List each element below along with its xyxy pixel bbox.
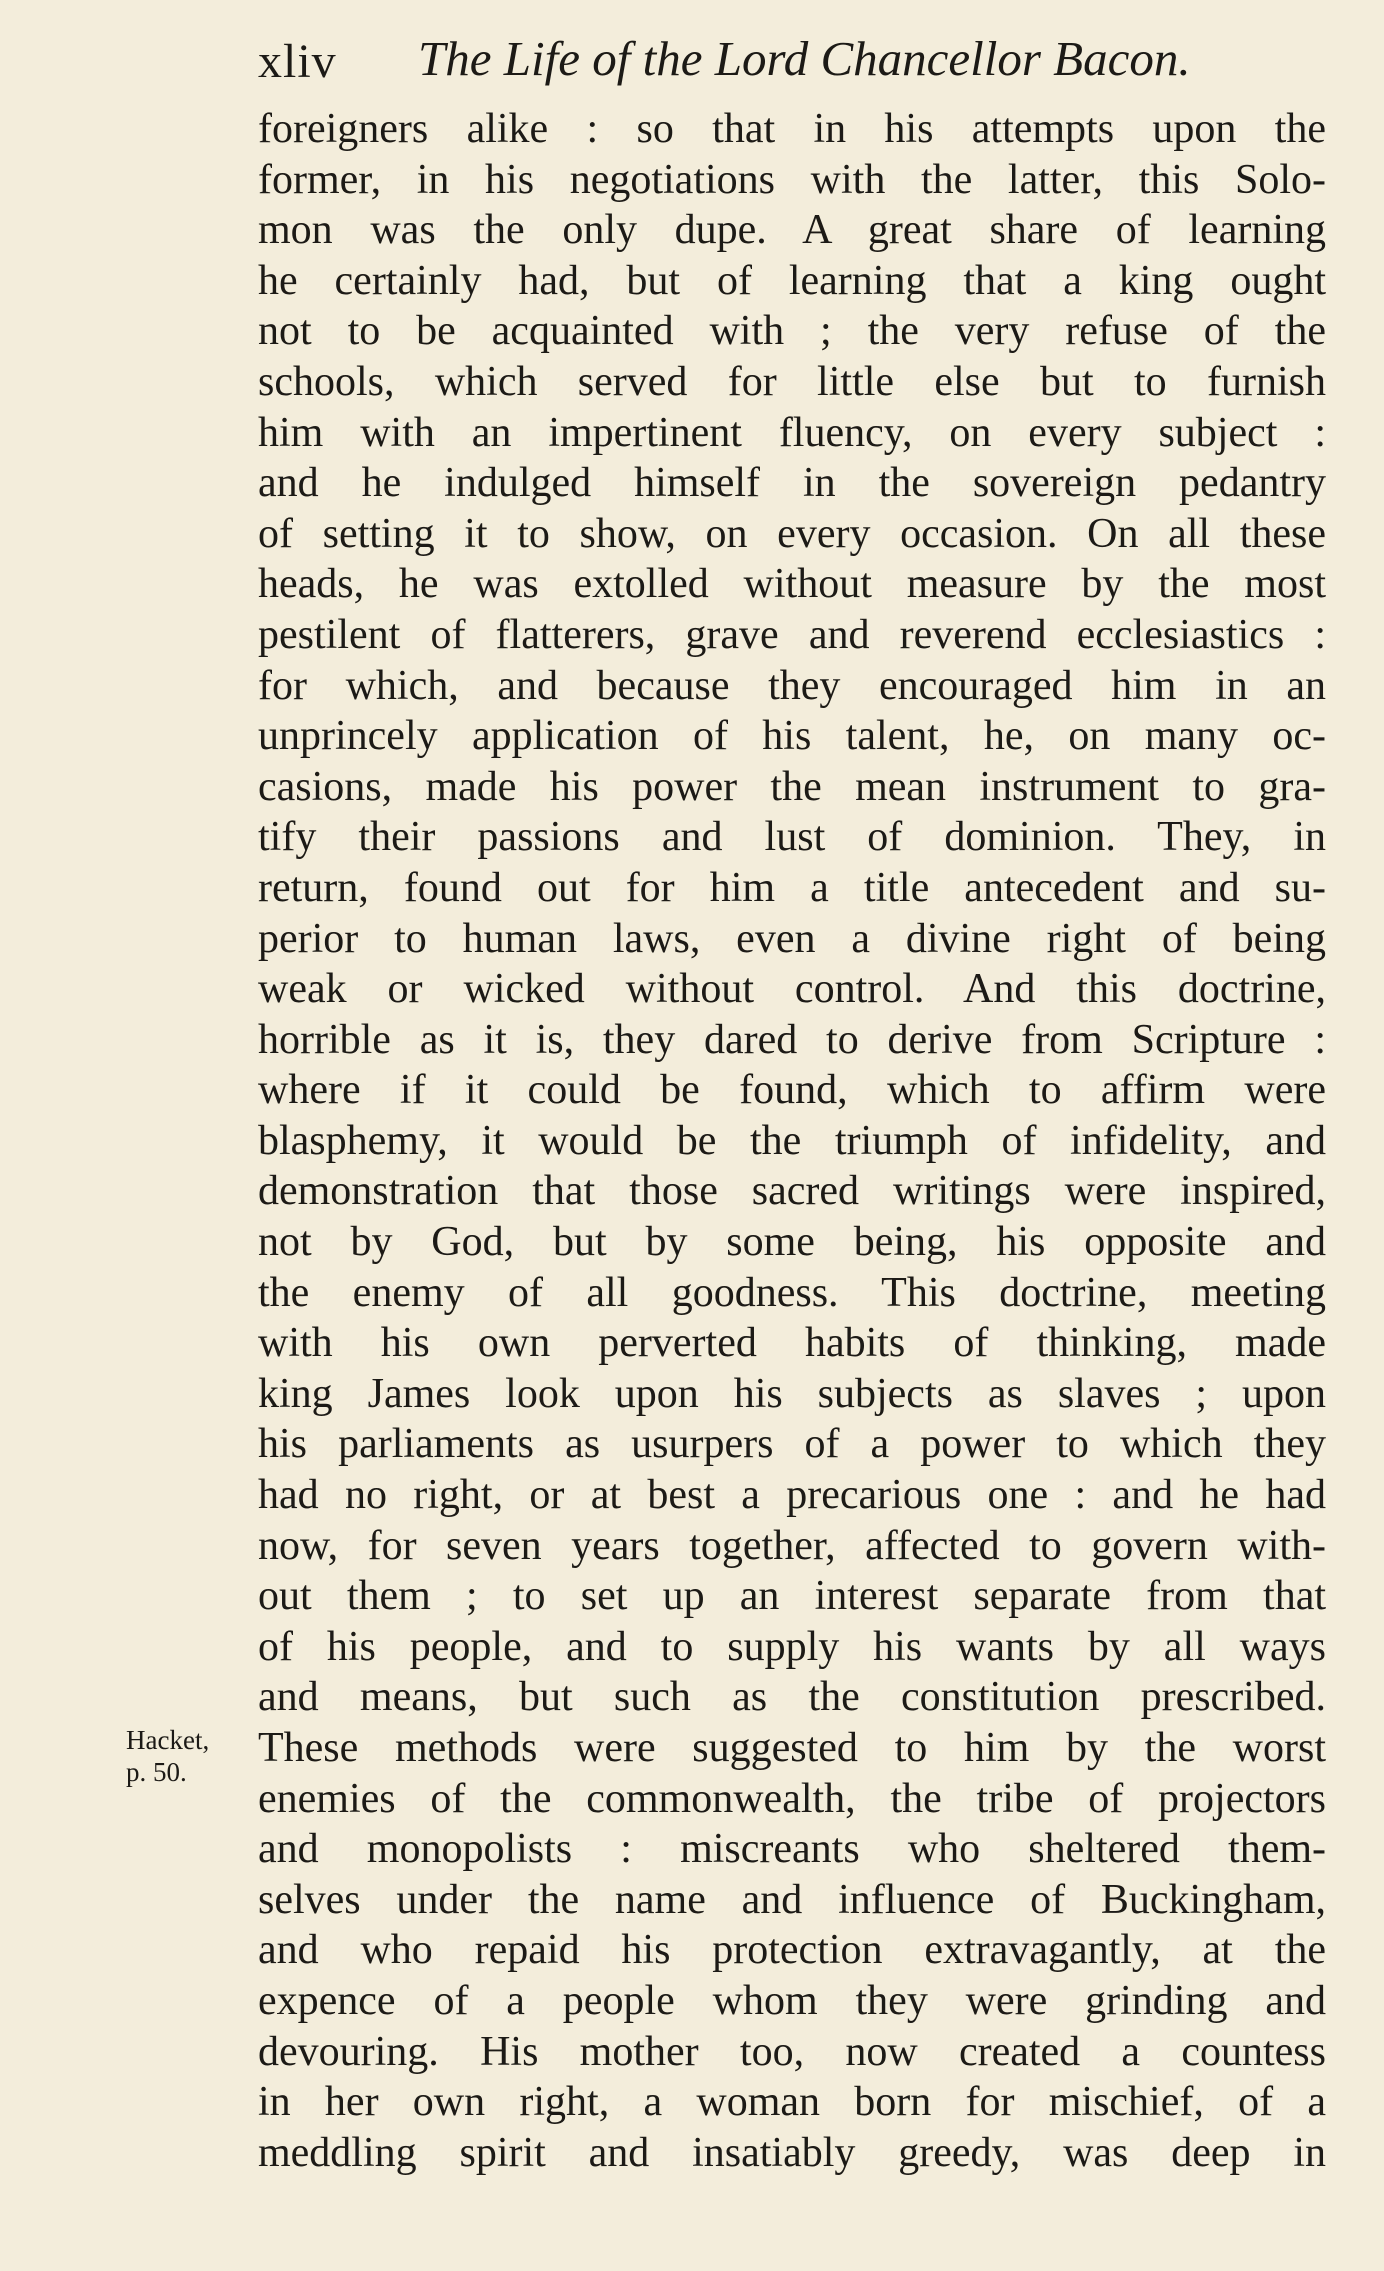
text-line: and he indulged himself in the sovereign pedantry: [258, 460, 1326, 507]
text-line: not by God, but by some being, his opposite and: [258, 1219, 1326, 1266]
text-line: demonstration that those sacred writings were inspired,: [258, 1168, 1326, 1215]
text-line: perior to human laws, even a divine right of being: [258, 915, 1326, 962]
text-line: with his own perverted habits of thinking, made: [258, 1320, 1326, 1367]
text-line: his parliaments as usurpers of a power to which they: [258, 1421, 1326, 1468]
text-line: of his people, and to supply his wants by all ways: [258, 1623, 1326, 1670]
text-line: devouring. His mother too, now created a countess: [258, 2028, 1326, 2075]
text-line: the enemy of all goodness. This doctrine, meeting: [258, 1269, 1326, 1316]
text-line: former, in his negotiations with the latter, this Solo-: [258, 156, 1326, 203]
text-line: mon was the only dupe. A great share of learning: [258, 207, 1326, 254]
text-line: pestilent of flatterers, grave and reverend ecclesiastics :: [258, 611, 1326, 658]
margin-citation: [126, 1724, 246, 1788]
text-line: he certainly had, but of learning that a king ought: [258, 257, 1326, 304]
text-line: where if it could be found, which to affirm were: [258, 1067, 1326, 1114]
text-line: These methods were suggested to him by the worst: [258, 1725, 1326, 1771]
page-number: xliv: [258, 35, 337, 88]
text-line: and who repaid his protection extravagantly, at the: [258, 1927, 1326, 1974]
text-line: and monopolists : miscreants who sheltered them-: [258, 1826, 1326, 1873]
text-line: schools, which served for little else but to furnish: [258, 358, 1326, 405]
text-line: return, found out for him a title antecedent and su-: [258, 864, 1326, 911]
text-line: expence of a people whom they were grinding and: [258, 1977, 1326, 2024]
text-line: not to be acquainted with ; the very refuse of the: [258, 308, 1326, 355]
text-line: for which, and because they encouraged him in an: [258, 662, 1326, 709]
margin-citation-page: p. 50.: [126, 1757, 187, 1787]
text-line: heads, he was extolled without measure by the most: [258, 561, 1326, 608]
text-line: now, for seven years together, affected to govern with-: [258, 1522, 1326, 1569]
text-line: blasphemy, it would be the triumph of infidelity, and: [258, 1117, 1326, 1164]
text-line: meddling spirit and insatiably greedy, was deep in: [258, 2129, 1326, 2176]
text-line: casions, made his power the mean instrument to gra-: [258, 763, 1326, 810]
running-header: [258, 22, 1328, 102]
text-line: out them ; to set up an interest separate from that: [258, 1573, 1326, 1620]
text-line: him with an impertinent fluency, on every subject :: [258, 409, 1326, 456]
margin-citation-author: Hacket,: [126, 1725, 210, 1755]
text-line: enemies of the commonwealth, the tribe of projectors: [258, 1775, 1326, 1822]
text-line: king James look upon his subjects as slaves ; upon: [258, 1370, 1326, 1417]
text-line: weak or wicked without control. And this doctrine,: [258, 966, 1326, 1013]
text-line: selves under the name and influence of Buckingham,: [258, 1876, 1326, 1923]
text-line: tify their passions and lust of dominion. They, in: [258, 814, 1326, 861]
text-line: unprincely application of his talent, he, on many oc-: [258, 713, 1326, 760]
text-line: of setting it to show, on every occasion. On all these: [258, 510, 1326, 557]
text-line: foreigners alike : so that in his attempts upon the: [258, 106, 1326, 152]
text-line: had no right, or at best a precarious one : and he had: [258, 1472, 1326, 1519]
text-line: horrible as it is, they dared to derive from Scripture :: [258, 1016, 1326, 1063]
text-line: in her own right, a woman born for mischief, of a: [258, 2079, 1326, 2126]
body-text: [258, 104, 1326, 2178]
text-line: and means, but such as the constitution prescribed.: [258, 1674, 1326, 1721]
running-title: The Life of the Lord Chancellor Bacon.: [418, 31, 1191, 86]
